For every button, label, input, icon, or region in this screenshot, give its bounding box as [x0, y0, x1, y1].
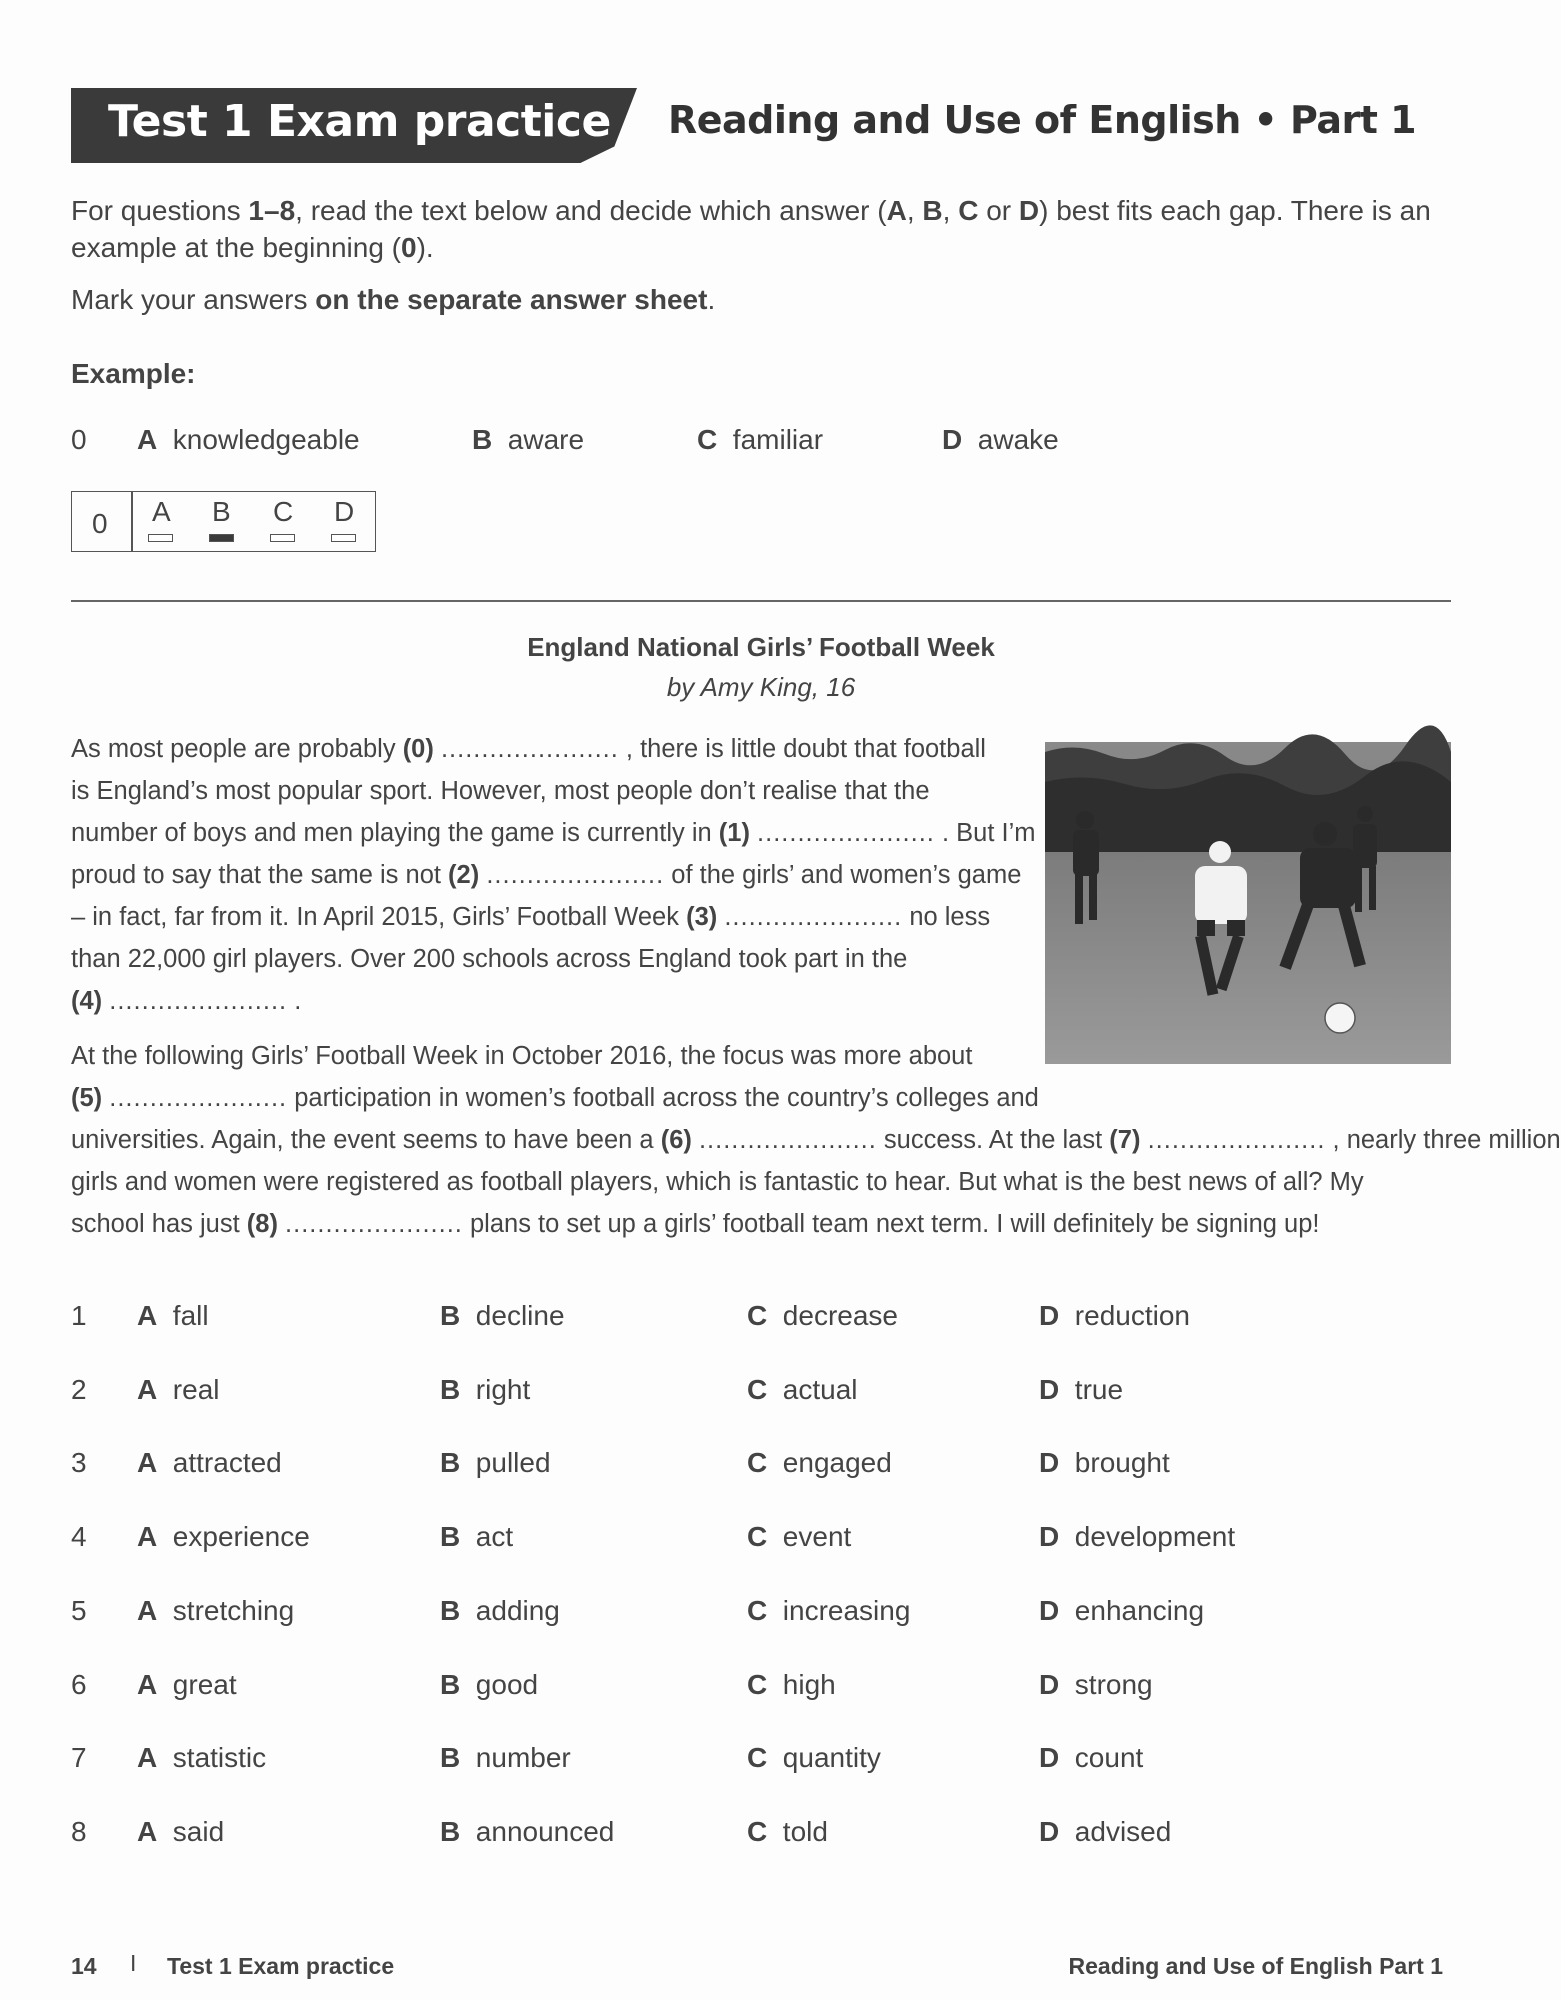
option-letter: B [440, 1374, 461, 1405]
option-text: strong [1074, 1669, 1153, 1700]
option-letter: C [747, 1595, 768, 1626]
answer-box-letter-a: A [152, 496, 171, 527]
text-line: is England’s most popular sport. However, most people don’t realise that the [71, 777, 930, 805]
option-letter: D [1039, 1595, 1060, 1626]
option-text: event [782, 1521, 852, 1552]
text-run: of the girls’ and women’s game [671, 861, 1022, 889]
footer-right-title: Reading and Use of English Part 1 [1068, 1953, 1443, 1979]
text-run: . [287, 987, 302, 1015]
question-5-option-c[interactable] [747, 1595, 910, 1627]
gap-number: (2) [448, 861, 480, 889]
option-text: decline [475, 1300, 565, 1331]
question-6-option-c[interactable] [747, 1669, 836, 1701]
option-letter: A [137, 1669, 158, 1700]
text-line: At the following Girls’ Football Week in October 2016, the focus was more about [71, 1042, 973, 1070]
instr-part: For questions [71, 195, 249, 226]
option-letter: B [440, 1521, 461, 1552]
option-text: advised [1074, 1816, 1172, 1847]
option-text: count [1074, 1742, 1144, 1773]
text-run: number of boys and men playing the game is currently in [71, 819, 719, 847]
gap-blank: ...................... [109, 1084, 288, 1112]
option-letter: C [747, 1521, 768, 1552]
option-text: true [1074, 1374, 1124, 1405]
option-letter: D [1039, 1447, 1060, 1478]
answer-box-letter-c: C [273, 496, 294, 527]
option-letter: D [1039, 1669, 1060, 1700]
question-8-option-a[interactable] [137, 1816, 224, 1848]
example-number: 0 [71, 424, 87, 455]
example-label: Example: [71, 358, 196, 389]
section-divider [71, 600, 1451, 602]
text-run: plans to set up a girls’ football team next term. I will definitely be signing up! [462, 1210, 1320, 1238]
instr-part: ) best fits each gap. There is an example at the beginning ( [71, 195, 1431, 263]
gap-blank: ...................... [698, 1126, 877, 1154]
gap-blank: ...................... [486, 861, 665, 889]
example-option-d [942, 424, 1059, 456]
question-6-option-b[interactable] [440, 1669, 538, 1701]
instr-bold: on the separate answer sheet [315, 284, 708, 315]
answer-box-letter-d: D [334, 496, 355, 527]
option-text: actual [782, 1374, 858, 1405]
option-letter: D [1039, 1742, 1060, 1773]
option-text: high [782, 1669, 836, 1700]
instr-letter: B [922, 195, 943, 226]
option-letter: B [440, 1669, 461, 1700]
text-line [71, 1203, 1561, 1245]
gap-number: (4) [71, 987, 103, 1015]
question-8-option-c[interactable] [747, 1816, 828, 1848]
question-1-option-d[interactable] [1039, 1300, 1190, 1332]
football-photo-image [1045, 742, 1451, 1064]
option-letter: A [137, 424, 158, 455]
option-text: familiar [732, 424, 824, 455]
option-text: pulled [475, 1447, 551, 1478]
option-text: great [172, 1669, 237, 1700]
option-letter: C [747, 1374, 768, 1405]
option-letter: C [697, 424, 718, 455]
gap-number: (1) [718, 819, 750, 847]
question-4-option-c[interactable] [747, 1521, 851, 1553]
option-text: increasing [782, 1595, 911, 1626]
gap-number: (7) [1109, 1126, 1141, 1154]
article-title: England National Girls’ Football Week [527, 632, 995, 662]
text-run: school has just [71, 1210, 247, 1238]
text-line [71, 980, 1036, 1022]
gap-number: (5) [71, 1084, 103, 1112]
example-option-c [697, 424, 823, 456]
option-text: knowledgeable [172, 424, 360, 455]
option-letter: A [137, 1447, 158, 1478]
option-letter: A [137, 1300, 158, 1331]
text-run: As most people are probably [71, 735, 403, 763]
footer-page-number: 14 [71, 1953, 97, 1979]
instr-part: , [942, 195, 959, 226]
question-3-option-a[interactable] [137, 1447, 282, 1479]
option-text: brought [1074, 1447, 1170, 1478]
gap-number: (0) [402, 735, 434, 763]
option-letter: A [137, 1742, 158, 1773]
article-paragraph-1 [71, 728, 1036, 1022]
option-letter: D [1039, 1374, 1060, 1405]
instr-part: Mark your answers [71, 284, 316, 315]
instr-part: , [906, 195, 923, 226]
text-run: participation in women’s football across the country’s colleges and [287, 1084, 1039, 1112]
question-number: 7 [71, 1742, 87, 1773]
option-letter: B [440, 1742, 461, 1773]
option-text: statistic [172, 1742, 267, 1773]
option-text: stretching [172, 1595, 295, 1626]
text-line [71, 854, 1036, 896]
gap-number: (8) [246, 1210, 278, 1238]
option-letter: C [747, 1742, 768, 1773]
question-2-option-c[interactable] [747, 1374, 858, 1406]
text-run: . But I’m [934, 819, 1036, 847]
gap-blank: ...................... [109, 987, 288, 1015]
option-text: decrease [782, 1300, 898, 1331]
text-line: than 22,000 girl players. Over 200 schools across England took part in the [71, 945, 908, 973]
text-line [71, 1119, 1561, 1161]
option-text: act [475, 1521, 514, 1552]
option-text: enhancing [1074, 1595, 1205, 1626]
text-run: success. At the last [876, 1126, 1110, 1154]
gap-blank: ...................... [285, 1210, 463, 1238]
gap-blank: ...................... [440, 735, 619, 763]
question-number: 6 [71, 1669, 87, 1700]
text-run: – in fact, far from it. In April 2015, Girls’ Football Week [71, 903, 687, 931]
option-letter: C [747, 1447, 768, 1478]
option-text: good [475, 1669, 539, 1700]
question-6-option-a[interactable] [137, 1669, 237, 1701]
option-text: told [782, 1816, 828, 1847]
text-line [71, 1077, 1561, 1119]
question-4-option-a[interactable] [137, 1521, 310, 1553]
instr-part: , read the text below and decide which answer ( [295, 195, 887, 226]
question-2-option-d[interactable] [1039, 1374, 1123, 1406]
question-1-option-b[interactable] [440, 1300, 565, 1332]
gap-number: (6) [660, 1126, 692, 1154]
header-tab-title: Test 1 Exam practice [108, 96, 611, 147]
question-3-option-d[interactable] [1039, 1447, 1170, 1479]
instr-part: or [978, 195, 1019, 226]
question-1-option-a[interactable] [137, 1300, 209, 1332]
option-letter: D [1039, 1816, 1060, 1847]
text-run: , nearly three million [1325, 1126, 1561, 1154]
instructions-text [71, 192, 1451, 266]
instr-zero: 0 [401, 232, 417, 263]
option-letter: C [747, 1300, 768, 1331]
instr-letter: A [886, 195, 907, 226]
option-text: adding [475, 1595, 560, 1626]
footer-left-title: Test 1 Exam practice [167, 1953, 395, 1979]
gap-number: (3) [686, 903, 718, 931]
option-text: right [475, 1374, 531, 1405]
option-text: experience [172, 1521, 310, 1552]
option-text: development [1074, 1521, 1236, 1552]
text-run: , there is little doubt that football [618, 735, 986, 763]
question-3-option-c[interactable] [747, 1447, 892, 1479]
question-7-option-d[interactable] [1039, 1742, 1143, 1774]
option-letter: D [942, 424, 963, 455]
football-photo [1045, 742, 1451, 1064]
text-line [71, 812, 1036, 854]
question-4-option-d[interactable] [1039, 1521, 1235, 1553]
option-text: reduction [1074, 1300, 1190, 1331]
question-5-option-b[interactable] [440, 1595, 560, 1627]
option-letter: C [747, 1669, 768, 1700]
question-number: 3 [71, 1447, 87, 1478]
question-7-option-b[interactable] [440, 1742, 571, 1774]
answer-mark-b[interactable] [209, 534, 234, 542]
text-run: no less [909, 903, 991, 931]
question-8-option-d[interactable] [1039, 1816, 1171, 1848]
text-line [71, 896, 1036, 938]
instr-part: . [707, 284, 716, 315]
text-line [71, 728, 1036, 770]
option-letter: B [440, 1300, 461, 1331]
question-2-option-a[interactable] [137, 1374, 220, 1406]
option-letter: A [137, 1816, 158, 1847]
gap-blank: ...................... [724, 903, 903, 931]
gap-blank: ...................... [1147, 1126, 1326, 1154]
question-number: 2 [71, 1374, 87, 1405]
option-letter: B [440, 1595, 461, 1626]
question-7-option-c[interactable] [747, 1742, 881, 1774]
gap-blank: ...................... [757, 819, 935, 847]
question-4-option-b[interactable] [440, 1521, 513, 1553]
mark-instructions [71, 281, 715, 318]
question-2-option-b[interactable] [440, 1374, 530, 1406]
option-text: attracted [172, 1447, 282, 1478]
question-5-option-d[interactable] [1039, 1595, 1204, 1627]
option-text: real [172, 1374, 220, 1405]
option-text: number [475, 1742, 571, 1773]
option-text: awake [977, 424, 1059, 455]
question-7-option-a[interactable] [137, 1742, 266, 1774]
example-option-a [137, 424, 360, 456]
question-8-option-b[interactable] [440, 1816, 614, 1848]
question-number: 8 [71, 1816, 87, 1847]
article-author: by Amy King, 16 [666, 672, 856, 702]
question-6-option-d[interactable] [1039, 1669, 1153, 1701]
option-text: fall [172, 1300, 209, 1331]
instr-letter: D [1018, 195, 1040, 226]
option-text: engaged [782, 1447, 892, 1478]
option-letter: C [747, 1816, 768, 1847]
question-number: 1 [71, 1300, 87, 1331]
answer-mark-c[interactable] [270, 534, 295, 542]
option-letter: A [137, 1595, 158, 1626]
option-letter: A [137, 1521, 158, 1552]
instr-letter: C [958, 195, 979, 226]
question-number: 4 [71, 1521, 87, 1552]
question-5-option-a[interactable] [137, 1595, 294, 1627]
instr-range: 1–8 [248, 195, 296, 226]
question-number: 5 [71, 1595, 87, 1626]
option-text: quantity [782, 1742, 881, 1773]
example-option-b [472, 424, 584, 456]
text-line: girls and women were registered as football players, which is fantastic to hear. But what is the best news of all? My [71, 1168, 1364, 1196]
footer-divider: I [130, 1950, 137, 1976]
text-run: universities. Again, the event seems to have been a [71, 1126, 661, 1154]
answer-mark-d[interactable] [331, 534, 356, 542]
answer-box-divider [131, 492, 133, 551]
answer-mark-a[interactable] [148, 534, 173, 542]
option-letter: D [1039, 1300, 1060, 1331]
option-letter: D [1039, 1521, 1060, 1552]
answer-box-letter-b: B [212, 496, 231, 527]
text-run: proud to say that the same is not [71, 861, 449, 889]
article-paragraph-2 [71, 1035, 1561, 1245]
option-text: announced [475, 1816, 615, 1847]
option-letter: B [472, 424, 493, 455]
option-text: aware [507, 424, 585, 455]
question-3-option-b[interactable] [440, 1447, 551, 1479]
option-letter: B [440, 1816, 461, 1847]
option-text: said [172, 1816, 225, 1847]
answer-box-number: 0 [92, 508, 108, 539]
section-title: Reading and Use of English • Part 1 [668, 98, 1417, 142]
option-letter: B [440, 1447, 461, 1478]
question-1-option-c[interactable] [747, 1300, 898, 1332]
option-letter: A [137, 1374, 158, 1405]
instr-part: ). [416, 232, 434, 263]
